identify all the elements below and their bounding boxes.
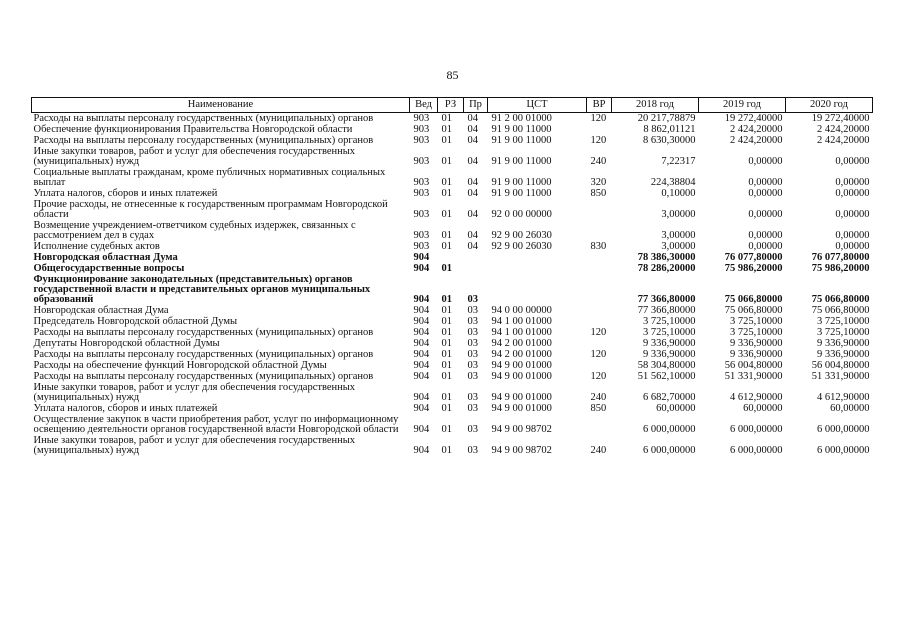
cell-ved: 904 — [413, 371, 430, 382]
cell-pr — [464, 263, 488, 274]
cell-rz: 01 — [441, 241, 452, 252]
cell-pr: 04 — [467, 230, 478, 241]
table-row — [32, 327, 873, 338]
table-row — [32, 263, 873, 274]
cell-2019: 4 612,90000 — [730, 392, 783, 403]
table-row — [32, 167, 873, 188]
cell-pr: 03 — [467, 316, 478, 327]
cell-name: Депутаты Новгородской областной Думы — [33, 338, 220, 349]
cell-name: Расходы на обеспечение функций Новгородской областной Думы — [33, 360, 327, 371]
page-number: 85 — [446, 68, 459, 82]
cell-ved: 903 — [413, 156, 430, 167]
cell-rz: 01 — [441, 209, 452, 220]
cell-2020: 0,00000 — [835, 177, 870, 188]
cell-vr — [587, 360, 612, 371]
cell-2018: 60,00000 — [656, 403, 696, 414]
header-pr: Пр — [464, 98, 488, 113]
cell-2019: 3 725,10000 — [730, 316, 783, 327]
cell-vr — [587, 263, 612, 274]
cell-vr — [587, 274, 612, 305]
cell-cst: 94 9 00 01000 — [491, 360, 552, 371]
cell-2020: 3 725,10000 — [817, 316, 870, 327]
table-row — [32, 188, 873, 199]
cell-pr: 03 — [467, 403, 478, 414]
cell-rz: 01 — [441, 371, 452, 382]
cell-vr: 120 — [590, 349, 607, 360]
cell-cst: 94 9 00 98702 — [491, 424, 552, 435]
cell-vr: 240 — [590, 392, 607, 403]
cell-pr: 04 — [467, 209, 478, 220]
cell-2019: 2 424,20000 — [730, 135, 783, 146]
budget-table — [31, 97, 873, 456]
cell-name: Расходы на выплаты персоналу государственных (муниципальных) органов — [33, 327, 374, 338]
cell-ved: 903 — [413, 188, 430, 199]
cell-2019: 60,00000 — [743, 403, 783, 414]
cell-2018: 8 862,01121 — [643, 124, 696, 135]
cell-vr — [587, 305, 612, 316]
cell-rz: 01 — [441, 305, 452, 316]
cell-pr: 03 — [467, 424, 478, 435]
cell-2019: 3 725,10000 — [730, 327, 783, 338]
cell-pr: 04 — [467, 113, 478, 124]
cell-vr — [587, 199, 612, 220]
cell-name: Социальные выплаты гражданам, кроме публичных нормативных социальных выплат — [33, 167, 386, 188]
cell-2020: 0,00000 — [835, 230, 870, 241]
cell-2019: 0,00000 — [748, 241, 783, 252]
cell-2020: 4 612,90000 — [817, 392, 870, 403]
table-row — [32, 403, 873, 414]
cell-rz: 01 — [441, 230, 452, 241]
cell-2018: 9 336,90000 — [643, 349, 696, 360]
table-row — [32, 220, 873, 241]
cell-2019: 0,00000 — [748, 230, 783, 241]
cell-vr: 240 — [590, 445, 607, 456]
cell-name: Исполнение судебных актов — [33, 241, 160, 252]
cell-cst: 94 1 00 01000 — [491, 327, 552, 338]
cell-2020: 6 000,00000 — [817, 424, 870, 435]
cell-2018: 3,00000 — [661, 209, 696, 220]
cell-2018: 9 336,90000 — [643, 338, 696, 349]
cell-2020: 2 424,20000 — [817, 135, 870, 146]
cell-rz: 01 — [441, 327, 452, 338]
cell-2018: 8 630,30000 — [643, 135, 696, 146]
cell-2018: 6 000,00000 — [643, 445, 696, 456]
cell-cst: 94 2 00 01000 — [491, 338, 552, 349]
cell-2019: 75 066,80000 — [724, 305, 783, 316]
cell-rz: 01 — [441, 424, 452, 435]
cell-name: Прочие расходы, не отнесенные к государственным программам Новгородской области — [33, 199, 388, 220]
cell-2018: 77 366,80000 — [637, 294, 696, 305]
table-row — [32, 435, 873, 456]
cell-2020: 19 272,40000 — [811, 113, 870, 124]
cell-pr: 04 — [467, 188, 478, 199]
cell-cst: 94 1 00 01000 — [491, 316, 552, 327]
cell-rz: 01 — [441, 360, 452, 371]
cell-2018: 58 304,80000 — [637, 360, 696, 371]
cell-vr: 120 — [590, 327, 607, 338]
cell-rz: 01 — [441, 403, 452, 414]
table-row — [32, 146, 873, 167]
cell-vr: 850 — [590, 403, 607, 414]
cell-ved: 904 — [413, 316, 430, 327]
cell-2018: 78 386,30000 — [637, 252, 696, 263]
table-row — [32, 199, 873, 220]
cell-name: Новгородская областная Дума — [33, 252, 178, 263]
cell-cst — [488, 274, 587, 305]
cell-name: Уплата налогов, сборов и иных платежей — [33, 188, 218, 199]
cell-rz: 01 — [441, 113, 452, 124]
cell-2019: 75 066,80000 — [724, 294, 783, 305]
cell-cst: 91 9 00 11000 — [491, 124, 552, 135]
cell-2019: 0,00000 — [748, 177, 783, 188]
cell-cst — [488, 263, 587, 274]
header-vr: ВР — [587, 98, 612, 113]
cell-2020: 56 004,80000 — [811, 360, 870, 371]
cell-rz: 01 — [441, 124, 452, 135]
cell-2018: 3,00000 — [661, 241, 696, 252]
cell-ved: 903 — [413, 241, 430, 252]
cell-pr: 04 — [467, 124, 478, 135]
cell-name: Иные закупки товаров, работ и услуг для обеспечения государственных (муниципальных) нужд — [33, 435, 356, 456]
cell-pr: 04 — [467, 156, 478, 167]
cell-ved: 904 — [413, 252, 430, 263]
cell-pr: 03 — [467, 392, 478, 403]
cell-rz — [438, 252, 464, 263]
cell-name: Обеспечение функционирования Правительства Новгородской области — [33, 124, 353, 135]
cell-2018: 224,38804 — [650, 177, 696, 188]
cell-cst: 94 9 00 01000 — [491, 371, 552, 382]
cell-name: Общегосударственные вопросы — [33, 263, 185, 274]
cell-rz: 01 — [441, 349, 452, 360]
cell-vr: 120 — [590, 113, 607, 124]
cell-vr — [587, 338, 612, 349]
cell-2018: 51 562,10000 — [637, 371, 696, 382]
cell-name: Расходы на выплаты персоналу государственных (муниципальных) органов — [33, 371, 374, 382]
cell-pr: 04 — [467, 241, 478, 252]
cell-name: Возмещение учреждением-ответчиком судебных издержек, связанных с рассмотрением дел в судах — [33, 220, 356, 241]
cell-pr: 03 — [467, 360, 478, 371]
header-cst: ЦСТ — [488, 98, 587, 113]
cell-name: Уплата налогов, сборов и иных платежей — [33, 403, 218, 414]
cell-cst: 92 9 00 26030 — [491, 241, 552, 252]
cell-vr — [587, 316, 612, 327]
cell-ved: 904 — [413, 263, 430, 274]
cell-2020: 0,00000 — [835, 241, 870, 252]
cell-2020: 9 336,90000 — [817, 349, 870, 360]
cell-vr: 120 — [590, 135, 607, 146]
cell-2020: 0,00000 — [835, 209, 870, 220]
table-row — [32, 349, 873, 360]
cell-cst — [488, 252, 587, 263]
cell-ved: 904 — [413, 327, 430, 338]
cell-2018: 6 682,70000 — [643, 392, 696, 403]
cell-2020: 60,00000 — [830, 403, 870, 414]
cell-name: Функционирование законодательных (представительных) органов государственной власти и представительных органов муниципальных образований — [33, 274, 371, 305]
table-row — [32, 135, 873, 146]
cell-rz: 01 — [441, 156, 452, 167]
cell-rz: 01 — [441, 445, 452, 456]
cell-2018: 7,22317 — [661, 156, 696, 167]
table-row — [32, 338, 873, 349]
cell-vr: 850 — [590, 188, 607, 199]
cell-2019: 0,00000 — [748, 188, 783, 199]
cell-2018: 78 286,20000 — [637, 263, 696, 274]
cell-2020: 6 000,00000 — [817, 445, 870, 456]
cell-cst: 94 2 00 01000 — [491, 349, 552, 360]
cell-2019: 9 336,90000 — [730, 338, 783, 349]
cell-2018: 3,00000 — [661, 230, 696, 241]
cell-2019: 0,00000 — [748, 209, 783, 220]
table-row — [32, 252, 873, 263]
cell-2020: 9 336,90000 — [817, 338, 870, 349]
cell-vr — [587, 124, 612, 135]
cell-name: Председатель Новгородской областной Думы — [33, 316, 238, 327]
cell-cst: 92 0 00 00000 — [491, 209, 552, 220]
cell-pr: 04 — [467, 177, 478, 188]
cell-2018: 3 725,10000 — [643, 316, 696, 327]
header-2020: 2020 год — [786, 98, 873, 113]
table-row — [32, 316, 873, 327]
table-row — [32, 305, 873, 316]
cell-pr — [464, 252, 488, 263]
cell-pr: 03 — [467, 349, 478, 360]
cell-vr: 120 — [590, 371, 607, 382]
cell-cst: 94 9 00 01000 — [491, 392, 552, 403]
cell-pr: 03 — [467, 294, 478, 305]
cell-pr: 03 — [467, 327, 478, 338]
header-rz: РЗ — [438, 98, 464, 113]
cell-ved: 903 — [413, 177, 430, 188]
table-row — [32, 360, 873, 371]
cell-ved: 903 — [413, 135, 430, 146]
cell-2018: 3 725,10000 — [643, 327, 696, 338]
cell-2019: 75 986,20000 — [724, 263, 783, 274]
cell-2020: 2 424,20000 — [817, 124, 870, 135]
cell-vr — [587, 414, 612, 435]
cell-2020: 75 986,20000 — [811, 263, 870, 274]
cell-vr: 830 — [590, 241, 607, 252]
cell-ved: 904 — [413, 349, 430, 360]
table-body — [32, 113, 873, 457]
cell-2020: 0,00000 — [835, 156, 870, 167]
cell-cst: 94 9 00 01000 — [491, 403, 552, 414]
cell-2019: 0,00000 — [748, 156, 783, 167]
cell-cst: 94 9 00 98702 — [491, 445, 552, 456]
cell-rz: 01 — [441, 188, 452, 199]
table-row — [32, 274, 873, 305]
cell-cst: 91 9 00 11000 — [491, 177, 552, 188]
cell-cst: 94 0 00 00000 — [491, 305, 552, 316]
cell-2020: 0,00000 — [835, 188, 870, 199]
cell-ved: 904 — [413, 294, 430, 305]
cell-2020: 75 066,80000 — [811, 305, 870, 316]
cell-vr: 320 — [590, 177, 607, 188]
cell-2020: 3 725,10000 — [817, 327, 870, 338]
cell-2018: 0,10000 — [661, 188, 696, 199]
cell-name: Расходы на выплаты персоналу государственных (муниципальных) органов — [33, 135, 374, 146]
table-row — [32, 382, 873, 403]
cell-2019: 56 004,80000 — [724, 360, 783, 371]
table-row — [32, 414, 873, 435]
cell-2018: 20 217,78879 — [637, 113, 696, 124]
cell-2019: 19 272,40000 — [724, 113, 783, 124]
cell-ved: 904 — [413, 305, 430, 316]
cell-rz: 01 — [441, 177, 452, 188]
cell-ved: 903 — [413, 209, 430, 220]
cell-vr — [587, 252, 612, 263]
header-name: Наименование — [32, 98, 410, 113]
cell-ved: 904 — [413, 360, 430, 371]
table-header-row — [32, 98, 873, 113]
cell-pr: 03 — [467, 305, 478, 316]
cell-2019: 2 424,20000 — [730, 124, 783, 135]
table-row — [32, 371, 873, 382]
cell-2019: 6 000,00000 — [730, 445, 783, 456]
cell-name: Новгородская областная Дума — [33, 305, 169, 316]
cell-rz: 01 — [441, 263, 452, 274]
cell-2020: 51 331,90000 — [811, 371, 870, 382]
cell-pr: 03 — [467, 338, 478, 349]
cell-ved: 903 — [413, 230, 430, 241]
table-row — [32, 124, 873, 135]
cell-name: Иные закупки товаров, работ и услуг для обеспечения государственных (муниципальных) нужд — [33, 382, 356, 403]
cell-ved: 904 — [413, 403, 430, 414]
cell-2019: 9 336,90000 — [730, 349, 783, 360]
table-row — [32, 241, 873, 252]
cell-name: Иные закупки товаров, работ и услуг для обеспечения государственных (муниципальных) нужд — [33, 146, 356, 167]
cell-cst: 91 9 00 11000 — [491, 135, 552, 146]
cell-name: Расходы на выплаты персоналу государственных (муниципальных) органов — [33, 349, 374, 360]
cell-2020: 75 066,80000 — [811, 294, 870, 305]
cell-2019: 6 000,00000 — [730, 424, 783, 435]
cell-ved: 904 — [413, 392, 430, 403]
header-ved: Вед — [410, 98, 438, 113]
cell-2019: 76 077,80000 — [724, 252, 783, 263]
cell-pr: 03 — [467, 371, 478, 382]
cell-rz: 01 — [441, 294, 452, 305]
cell-cst: 91 2 00 01000 — [491, 113, 552, 124]
cell-name: Осуществление закупок в части приобретения работ, услуг по информационному освещению деятельности органов государственной власти Новгородской области — [33, 414, 399, 435]
table-row — [32, 113, 873, 125]
cell-ved: 903 — [413, 113, 430, 124]
cell-ved: 904 — [413, 445, 430, 456]
cell-rz: 01 — [441, 338, 452, 349]
cell-cst: 91 9 00 11000 — [491, 156, 552, 167]
cell-ved: 904 — [413, 338, 430, 349]
cell-pr: 03 — [467, 445, 478, 456]
cell-rz: 01 — [441, 392, 452, 403]
cell-2020: 76 077,80000 — [811, 252, 870, 263]
cell-cst: 92 9 00 26030 — [491, 230, 552, 241]
cell-pr: 04 — [467, 135, 478, 146]
header-2018: 2018 год — [612, 98, 699, 113]
cell-rz: 01 — [441, 316, 452, 327]
cell-2018: 6 000,00000 — [643, 424, 696, 435]
cell-vr — [587, 220, 612, 241]
cell-ved: 904 — [413, 424, 430, 435]
cell-2019: 51 331,90000 — [724, 371, 783, 382]
cell-vr: 240 — [590, 156, 607, 167]
cell-cst: 91 9 00 11000 — [491, 188, 552, 199]
header-2019: 2019 год — [699, 98, 786, 113]
cell-2018: 77 366,80000 — [637, 305, 696, 316]
cell-ved: 903 — [413, 124, 430, 135]
cell-rz: 01 — [441, 135, 452, 146]
cell-name: Расходы на выплаты персоналу государственных (муниципальных) органов — [33, 113, 374, 124]
